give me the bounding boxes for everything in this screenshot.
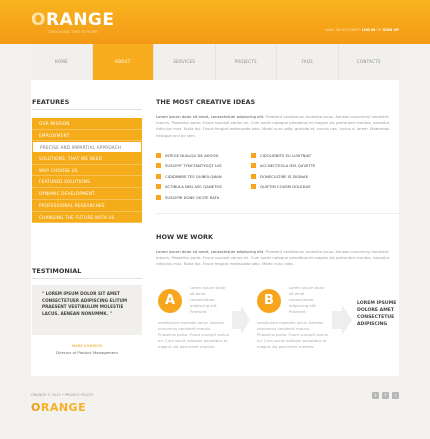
list-item[interactable]: DONECULTIRE IS SIGINAE [251,171,315,182]
how-text: Lorem ipsum dolor sit amet, consectetuer adipiscing elit. Praesent vestibulum molestie lacus. Aenean nonummy hendrerit mauris. Phasellus porta. Fusce suscipit varius mi. Cum sociis natoque penatibus et magnis dis parturient montes, nascetur ridiculus mus. Nulla dui. Fusce feugiat malesuada odio. Morbi nunc odio. [156,249,390,267]
list-item[interactable]: INTEGE NUALQU DE AHOOD [156,150,222,161]
bullet-icon [251,184,256,189]
arrow-right-icon [232,305,250,335]
step-a-text-bottom: vestibulum molestie lacus. Aenean nonummy hendrerit mauris. Phasellus porta. Fusce suscipit varius mi. Cum sociis natoque penatibus et magnis dis parturient montes. [158,320,229,350]
account-links: HAVE AN ACCOUNT? LOG IN OR SIGN UP [324,28,399,32]
how-title: HOW WE WORK [156,233,214,241]
step-final-text: LOREM IPSUME DOLORE AMET CONSECTETUE ADIPISCING [357,301,397,327]
rss-icon[interactable]: r [392,392,399,399]
footer-logo[interactable]: ORANGE [31,401,87,414]
bullet-icon [156,163,161,168]
copyright: ORANGE © 2012 • PRIVACY POLICY [31,393,93,397]
bullet-icon [156,195,161,200]
nav-home[interactable]: HOME [31,44,93,80]
feature-item[interactable]: SOLUTIONS, THAT WE NEED [32,153,142,165]
step-b-badge: B [257,289,281,313]
divider [32,109,142,110]
twitter-icon[interactable]: t [372,392,379,399]
bullet-icon [156,184,161,189]
testimonial-quote: " LOREM IPSUM DOLOR SIT AMET CONSECTETUER ADIPISCING ELITUM PRAESENT VESTIBULUM MOLESTIE LACUS. AENEAN NONUMMK. " [42,291,128,316]
bullet-icon [251,174,256,179]
features-menu [32,118,142,223]
arrow-right-icon [332,305,352,335]
features-title: FEATURES [32,98,70,106]
nav-about[interactable]: ABOUT [93,44,155,80]
signup-link[interactable]: SIGN UP [382,28,399,32]
divider [156,213,400,214]
nav-projects[interactable]: PROJECTS [216,44,278,80]
testimonial-role: Director of Product Management [56,350,118,355]
step-a-text-top: Lorem ipsum dolor sit amet consectetuer adipiscing elit. Praesent [190,285,226,315]
bullet-icon [156,174,161,179]
step-b-text-top: Lorem ipsum dolor sit amet consectetuer adipiscing elit. Praesent [289,285,325,315]
logo[interactable]: ORANGE [31,10,115,30]
ideas-list-right [251,150,315,192]
bullet-icon [156,153,161,158]
testimonial-title: TESTIMONIAL [32,267,82,275]
login-link[interactable]: LOG IN [361,28,376,32]
list-item[interactable]: ACCNECTEOLA IEIS QUVETTE [251,161,315,172]
logo-tagline: CHOOSING THE FUTURE [48,30,98,34]
list-item[interactable]: SUSCIPIR DONE OICITE RATA [156,192,222,203]
feature-item[interactable]: WHY CHOOSE US [32,165,142,177]
list-item[interactable]: ACTIBULA NED ASC QANETOS [156,182,222,193]
nav-faqs[interactable]: FAQS [277,44,339,80]
feature-item[interactable]: FEATURED SOLUTIONS [32,176,142,188]
list-item[interactable]: CIDIDIMBIS TES QUIBOLQNAN [156,171,222,182]
nav-services[interactable]: SERVICES [154,44,216,80]
feature-item[interactable]: OUR MISSION [32,118,142,130]
testimonial-author[interactable]: MARK JOHNSON [71,343,103,348]
list-item[interactable]: CIDOLIDBITS SU LUVITNIAT [251,150,315,161]
step-a-badge: A [158,289,182,313]
bullet-icon [251,163,256,168]
feature-item[interactable]: CHANGING THE FUTURE WITH US [32,212,142,224]
facebook-icon[interactable]: f [382,392,389,399]
testimonial-box [32,285,142,335]
list-item[interactable]: SUSCIPIT TYNCTANTYGQT LVS [156,161,222,172]
ideas-text: Lorem ipsum dolor sit amet, consectetuer adipiscing elit. Praesent vestibulum molestie lacus. Aenean nonummy hendrerit mauris. Phasellus porta. Fusce suscipit varius mi. Cum sociis natoque penatibus et magnis dis parturient montes, nascetur ridiculus mus. Nulla dui. Fusce feugiat malesuada odio. Morbi nunc odio, gravida at, cursus nec, luctus a, lorem. Maecenas tristique orci ac sem. [156,114,390,138]
bullet-icon [251,153,256,158]
ideas-list-left [156,150,222,203]
main-nav [31,44,399,80]
feature-item[interactable]: PROFESSIONAL RESEARCHES [32,200,142,212]
feature-item[interactable]: DYNAMIC DEVELOPMENT [32,188,142,200]
step-b-text-bottom: vestibulum molestie lacus. Aenean nonummy hendrerit mauris. Phasellus porta. Fusce suscipit varius mi. Cum sociis natoque penatibus et magnis dis parturient montes. [257,320,328,350]
nav-contacts[interactable]: CONTACTS [356,59,381,64]
site-header [0,0,430,44]
feature-item[interactable]: EMPLOYMENT [32,130,142,142]
divider [32,278,142,279]
list-item[interactable]: QUIFTIM COUSM DOLEDUE [251,182,315,193]
social-links [372,392,399,399]
feature-item-active[interactable]: PRECISE AND IMPARTIAL APPROACH [32,141,142,153]
ideas-title: THE MOST CREATIVE IDEAS [156,98,256,106]
